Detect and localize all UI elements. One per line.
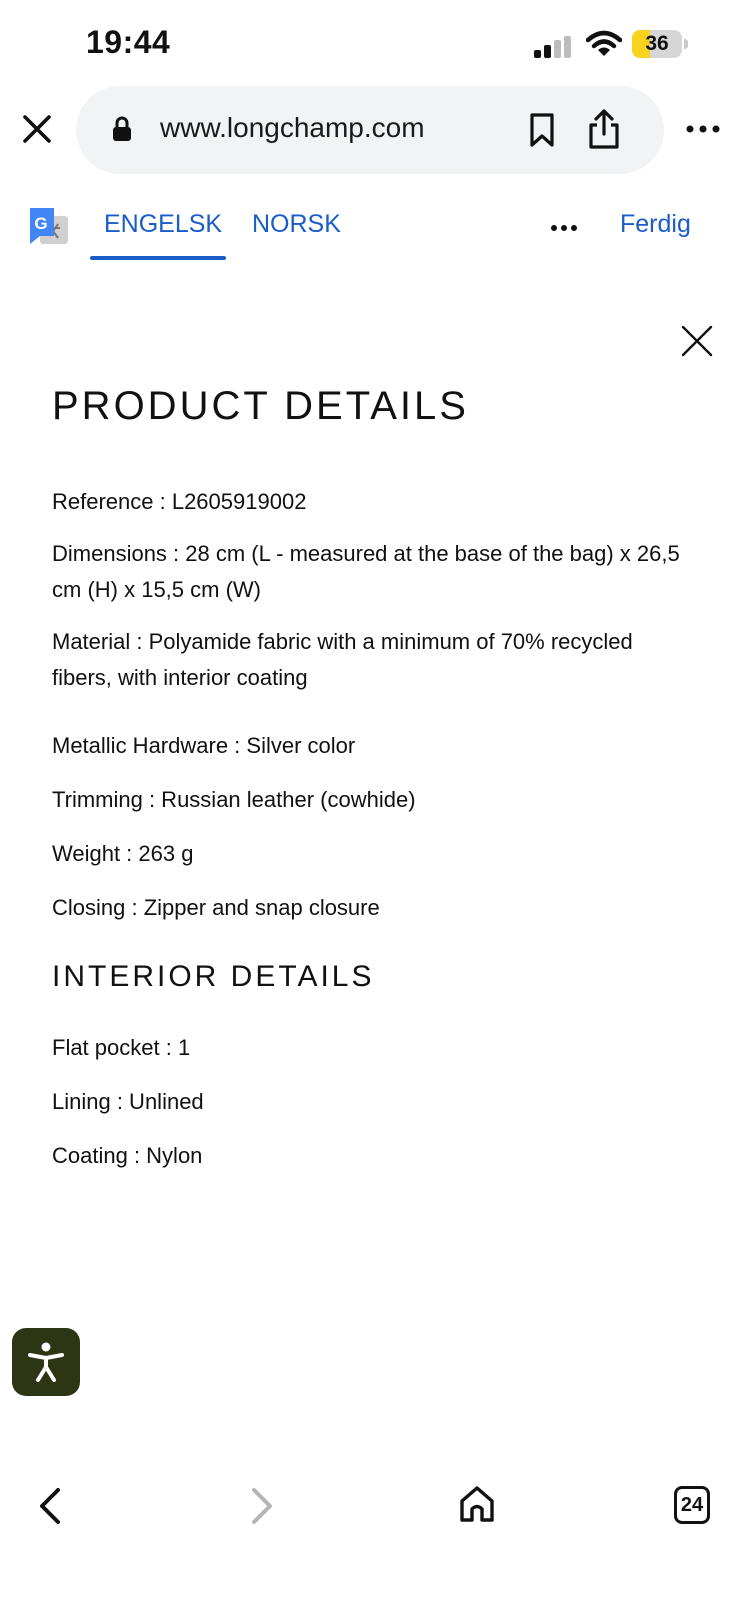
done-button[interactable]: Ferdig (620, 210, 691, 238)
lock-icon (112, 116, 132, 142)
detail-line-trimming: Trimming : Russian leather (cowhide) (52, 787, 416, 812)
url-text[interactable]: www.longchamp.com (160, 112, 425, 143)
status-time: 19:44 (86, 24, 171, 60)
detail-line-dimensions: Dimensions : 28 cm (L - measured at the base of the bag) x 26,5 cm (H) x 15,5 cm (W) (52, 541, 680, 602)
forward-icon[interactable] (248, 1486, 276, 1526)
interior-details-heading: INTERIOR DETAILS (52, 960, 375, 993)
active-tab-indicator (90, 256, 226, 260)
interior-line-lining: Lining : Unlined (52, 1089, 204, 1114)
accessibility-icon (24, 1340, 68, 1384)
detail-line-material: Material : Polyamide fabric with a minimum of 70% recycled fibers, with interior coating (52, 629, 633, 690)
tab-source-language[interactable]: ENGELSK (104, 210, 223, 238)
share-icon[interactable] (586, 108, 622, 150)
tab-target-language[interactable]: NORSK (252, 210, 341, 238)
accessibility-button[interactable] (12, 1328, 80, 1396)
battery-indicator (632, 30, 688, 58)
battery-level: 36 (645, 32, 669, 55)
product-details-heading: PRODUCT DETAILS (52, 384, 469, 428)
more-options-icon[interactable] (686, 116, 720, 142)
close-modal-icon[interactable] (680, 324, 714, 358)
tabs-button[interactable] (674, 1486, 710, 1524)
back-icon[interactable] (36, 1486, 64, 1526)
address-bar[interactable] (76, 86, 664, 174)
cellular-signal-icon (534, 36, 574, 58)
detail-line-hardware: Metallic Hardware : Silver color (52, 733, 356, 758)
interior-line-pocket: Flat pocket : 1 (52, 1035, 191, 1060)
tab-count: 24 (674, 1486, 710, 1524)
svg-text:G: G (34, 214, 48, 233)
detail-line-weight: Weight : 263 g (52, 841, 194, 866)
translate-options-icon[interactable] (550, 218, 578, 238)
google-translate-icon (28, 206, 70, 248)
home-icon[interactable] (458, 1484, 496, 1524)
detail-line-closing: Closing : Zipper and snap closure (52, 895, 380, 920)
interior-line-coating: Coating : Nylon (52, 1143, 203, 1168)
bookmark-icon[interactable] (528, 112, 556, 148)
detail-line-reference: Reference : L2605919002 (52, 489, 307, 514)
wifi-icon (586, 30, 622, 58)
close-icon[interactable] (20, 112, 54, 146)
